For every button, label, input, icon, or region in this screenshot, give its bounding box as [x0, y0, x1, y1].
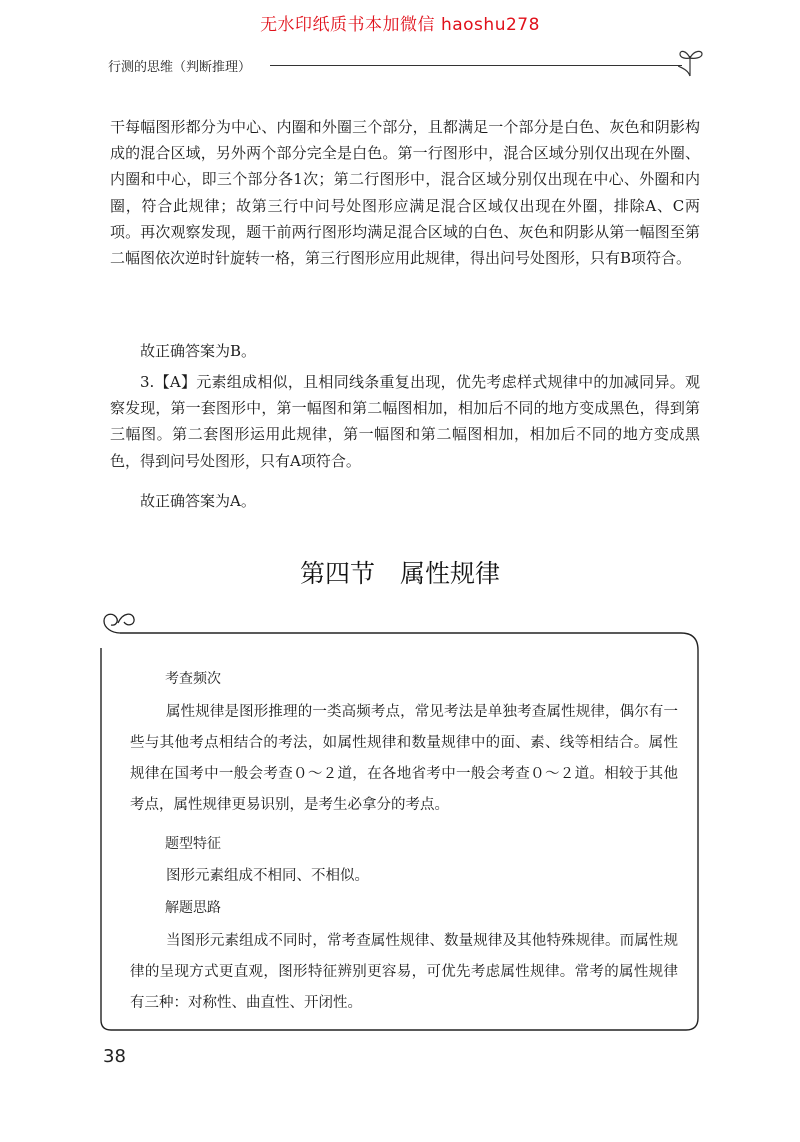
box-paragraph — [130, 697, 678, 821]
box-heading-approach: 解题思路 — [165, 900, 221, 916]
paragraph-text: 属性规律是图形推理的一类高频考点，常见考法是单独考查属性规律，偶尔有一些与其他考点相结合的考法，如属性规律和数量规律中的面、素、线等相结合。属性规律在国考中一般会考查０～２道，在各地省考中一般会考查０～２道。相较于其他考点，属性规律更易识别，是考生必拿分的考点。 — [130, 704, 678, 813]
running-header: 行测的思维（判断推理） — [108, 60, 252, 75]
paragraph-text: 图形元素组成不相同、不相似。 — [166, 868, 369, 884]
vine-icon — [104, 614, 134, 633]
box-paragraph — [130, 861, 678, 892]
box-paragraph — [130, 926, 678, 1019]
section-title: 第四节 属性规律 — [299, 559, 500, 588]
paragraph-text: 干每幅图形都分为中心、内圈和外圈三个部分，且都满足一个部分是白色、灰色和阴影构成的混合区域，另外两个部分完全是白色。第一行图形中，混合区域分别仅出现在外圈、内圈和中心，即三个部分各1次；第二行图形中，混合区域分别仅出现在中心、外圈和内圈，符合此规律；故第三行中问号处图形应满足混合区域仅出现在外圈，排除A、C两项。再次观察发现，题干前两行图形均满足混合区域的白色、灰色和阴影从第一幅图至第二幅图依次逆时针旋转一格，第三行图形应用此规律，得出问号处图形，只有B项符合。 — [110, 118, 700, 268]
paragraph-text: 3.【A】元素组成相似，且相同线条重复出现，优先考虑样式规律中的加减同异。观察发现，第一套图形中，第一幅图和第二幅图相加，相加后不同的地方变成黑色，得到第三幅图。第二套图形运用此规律，第一幅图和第二幅图相加，相加后不同的地方变成黑色，得到问号处图形，只有A项符合。 — [110, 373, 700, 470]
answer-text: 故正确答案为A。 — [140, 492, 256, 510]
box-heading-features: 题型特征 — [165, 836, 221, 852]
page-number: 38 — [103, 1046, 126, 1067]
paragraph-text: 当图形元素组成不同时，常考查属性规律、数量规律及其他特殊规律。而属性规律的呈现方式更直观，图形特征辨别更容易，可优先考虑属性规律。常考的属性规律有三种：对称性、曲直性、开闭性。 — [130, 933, 678, 1011]
watermark-text: 无水印纸质书本加微信 haoshu278 — [260, 15, 540, 35]
answer-text: 故正确答案为B。 — [140, 342, 257, 360]
box-heading-frequency: 考查频次 — [165, 671, 221, 687]
